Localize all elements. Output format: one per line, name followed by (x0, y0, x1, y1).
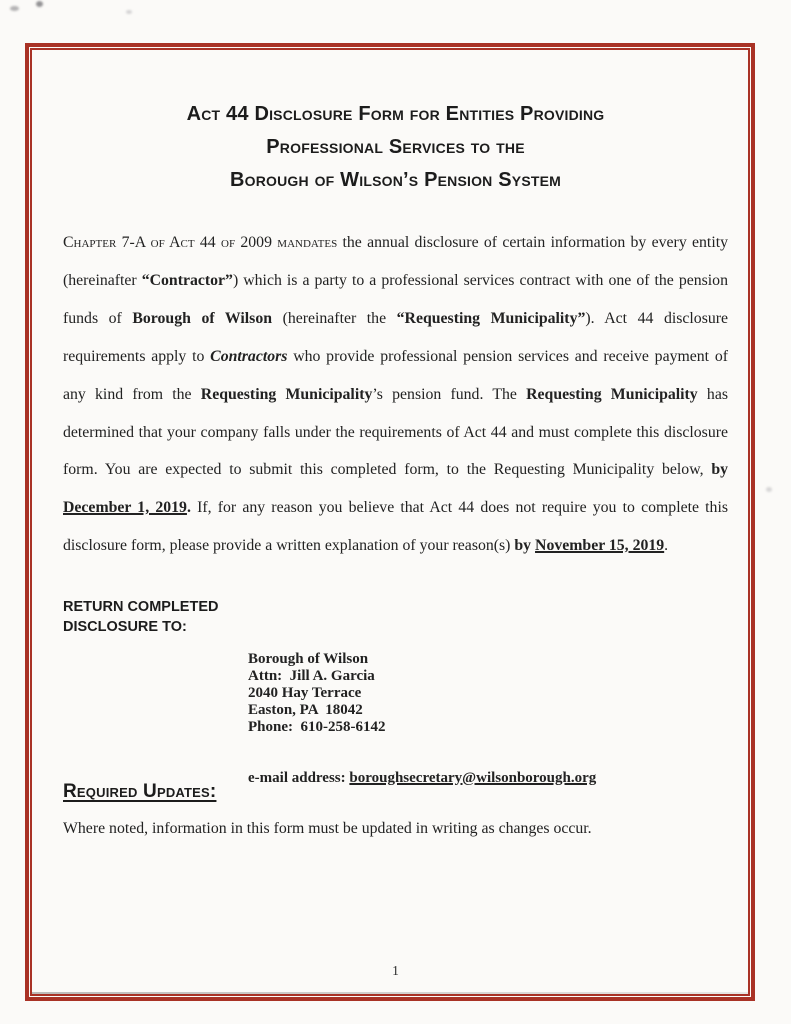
document-title (60, 98, 731, 197)
return-disclosure-label (63, 597, 248, 637)
email-label: e-mail address: (248, 770, 350, 786)
text-segment: (hereinafter the (272, 309, 397, 327)
scan-artifact (10, 6, 19, 11)
text-segment: by (711, 461, 728, 479)
title-line-2: Professional Services to the (266, 136, 525, 158)
title-line-3: Borough of Wilson’s Pension System (229, 169, 562, 191)
text-segment: ’s pension fund. The (372, 385, 527, 403)
required-updates-section (63, 781, 728, 839)
text-segment: by (514, 537, 536, 555)
text-segment: ). Act 44 disclosure requirements apply to (63, 309, 729, 365)
text-segment: ) which is a party to a professional services contract with one of the pension funds of (63, 271, 728, 327)
address-line: Phone: 610-258-6142 (248, 719, 386, 735)
address-line: Borough of Wilson (248, 651, 369, 667)
return-label-line-1: RETURN COMPLETED (63, 599, 219, 615)
text-segment: Borough of Wilson (132, 309, 273, 327)
address-line: Attn: Jill A. Garcia (248, 668, 375, 684)
title-line-1: Act 44 Disclosure Form for Entities Providing (186, 103, 605, 125)
required-updates-heading: Required Updates: (63, 781, 217, 802)
page-number: 1 (392, 963, 399, 978)
text-segment: the annual disclosure of certain information by every entity (hereinafter (63, 234, 729, 289)
text-segment: November 15, 2019 (535, 537, 665, 555)
text-segment: If, for any reason you believe that Act 44 does not require you to complete this disclosure form, please provide a written explanation of your reason(s) (63, 499, 728, 555)
email-link[interactable]: boroughsecretary@wilsonborough.org (349, 770, 597, 786)
text-segment: who provide professional pension services and receive payment of any kind from the (63, 347, 729, 403)
text-segment: . (664, 537, 669, 555)
text-segment: Requesting Municipality (200, 385, 373, 403)
address-line: 2040 Hay Terrace (248, 685, 362, 701)
required-updates-body: Where noted, information in this form must be updated in writing as changes occur. (63, 820, 592, 837)
text-segment: has determined that your company falls under the requirements of Act 44 and must complete this disclosure form. You are expected to submit this completed form, to the Requesting Municipality below, (63, 385, 728, 479)
address-line: Easton, PA 18042 (248, 702, 363, 718)
text-segment: December 1, 2019 (63, 499, 187, 517)
scan-artifact (126, 10, 132, 14)
text-segment: “Contractor” (141, 271, 233, 289)
intro-paragraph (63, 224, 728, 565)
text-segment: Requesting Municipality (526, 385, 698, 403)
text-segment: Contractors (210, 347, 288, 365)
scan-artifact (36, 1, 43, 7)
text-segment: . (186, 499, 191, 517)
text-segment: “Requesting Municipality” (396, 309, 586, 327)
return-label-line-2: DISCLOSURE TO: (63, 619, 187, 635)
scan-artifact (766, 487, 772, 492)
text-segment: Chapter 7-A of Act 44 of 2009 mandates (63, 234, 338, 251)
address-lines (248, 651, 596, 736)
